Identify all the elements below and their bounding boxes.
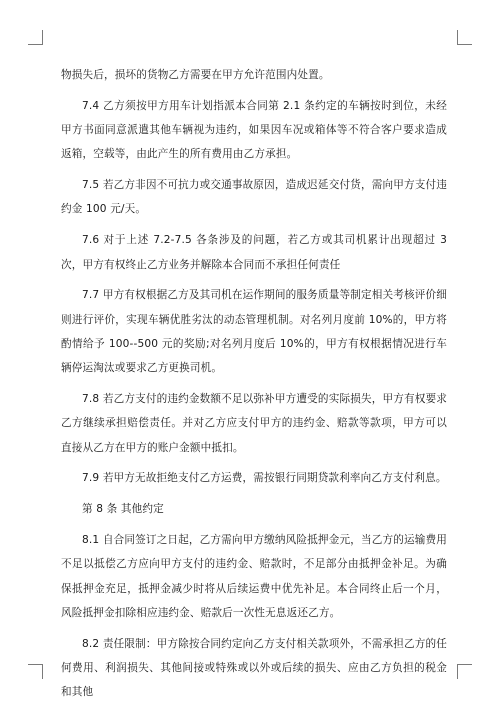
paragraph-continuation: 物损失后，损坏的货物乙方需要在甲方允许范围内处置。 <box>61 69 330 81</box>
section-heading-article-8: 第 8 条 其他约定 <box>82 503 164 516</box>
crop-mark-top-right <box>457 30 472 45</box>
clause-7-7: 7.7 甲方有权根据乙方及其司机在运作期间的服务质量等制定相关考核评价细则进行评价，实现车辆优胜劣汰的动态管理机制。对名列月度前 10%的，甲方将酌情给予 100--500 元的奖励;对名列月度后 10%的，甲方有权根据情况进行车辆停运淘汰或要求乙方更换司机。 <box>61 289 447 375</box>
clause-7-6: 7.6 对于上述 7.2-7.5 各条涉及的问题，若乙方或其司机累计出现超过 3 次，甲方有权终止乙方业务并解除本合同而不承担任何责任 <box>61 234 447 271</box>
clause-8-1: 8.1 自合同签订之日起，乙方需向甲方缴纳风险抵押金元，当乙方的运输费用不足以抵偿乙方应向甲方支付的违约金、赔款时，不足部分由抵押金补足。为确保抵押金充足，抵押金减少时将从后续运费中优先补足。本合同终止后一个月，风险抵押金扣除相应违约金、赔款后一次性无息返还乙方。 <box>61 534 447 619</box>
crop-mark-bottom-left <box>28 664 43 679</box>
clause-7-8: 7.8 若乙方支付的违约金数额不足以弥补甲方遭受的实际损失，甲方有权要求乙方继续承担赔偿责任。并对乙方应支付甲方的违约金、赔款等款项，甲方可以直接从乙方在甲方的账户金额中抵扣。 <box>61 393 447 454</box>
clause-7-5: 7.5 若乙方非因不可抗力或交通事故原因，造成迟延交付货，需向甲方支付违约金 100 元/天。 <box>61 179 447 216</box>
contract-body <box>61 63 447 711</box>
crop-mark-bottom-right <box>457 664 472 679</box>
crop-mark-top-left <box>28 30 43 45</box>
clause-8-2: 8.2 责任限制：甲方除按合同约定向乙方支付相关款项外，不需承担乙方的任何费用、利润损失、其他间接或特殊或以外或后续的损失、应由乙方负担的税金和其他 <box>61 637 447 699</box>
clause-7-4: 7.4 乙方须按甲方用车计划指派本合同第 2.1 条约定的车辆按时到位，未经甲方书面同意派遣其他车辆视为违约，如果因车况或箱体等不符合客户要求造成返箱，空载等，由此产生的所有费用由乙方承担。 <box>61 99 447 161</box>
clause-7-9: 7.9 若甲方无故拒绝支付乙方运费，需按银行同期贷款利率向乙方支付利息。 <box>82 472 447 485</box>
